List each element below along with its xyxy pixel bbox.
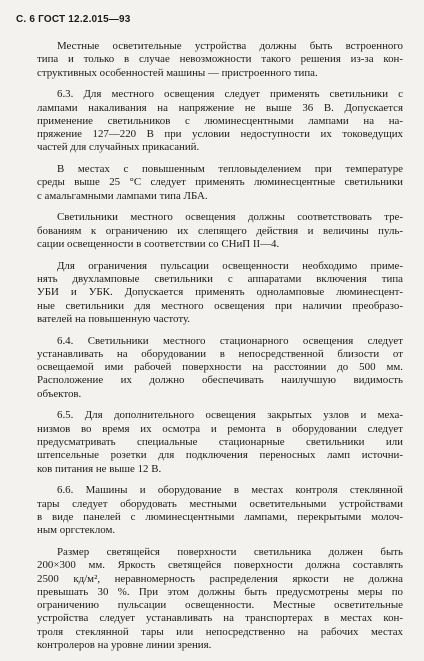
text-line: 2500 кд/м², неравномерность распределения яркости не должна xyxy=(37,572,403,585)
page-header xyxy=(16,14,131,25)
text-line: частей для случайных прикасаний. xyxy=(37,141,200,154)
text-line: тары следует оборудовать местными осветительными устройствами xyxy=(37,497,403,510)
paragraph xyxy=(37,484,403,537)
standard-designation: ГОСТ 12.2.015—93 xyxy=(38,14,131,25)
text-line: нять двухламповые светильники с аппаратами включения типа xyxy=(37,273,403,286)
text-line: Для ограничения пульсации освещенности необходимо приме- xyxy=(57,259,403,272)
document-body xyxy=(37,40,403,661)
text-line: штепсельные розетки для подключения переносных ламп источни- xyxy=(37,449,403,462)
text-line: объектов. xyxy=(37,387,82,400)
text-line: ков питания не выше 12 В. xyxy=(37,462,162,475)
text-line: 6.5. Для дополнительного освещения закрытых узлов и меха- xyxy=(57,409,403,422)
text-line: с амальгамными лампами типа ЛБА. xyxy=(37,189,208,202)
text-line: Расположение их должно обеспечивать наилучшую видимость xyxy=(37,374,403,387)
text-line: 6.3. Для местного освещения следует применять светильники с xyxy=(57,88,403,101)
text-line: низмов во время их осмотра и ремонта в оборудовании следует xyxy=(37,422,403,435)
text-line: УБИ и УБК. Допускается применять одноламповые люминесцент- xyxy=(37,286,403,299)
paragraph xyxy=(37,409,403,475)
text-line: 6.6. Машины и оборудование в местах контроля стеклянной xyxy=(57,484,403,497)
text-line: вателей на повышенную частоту. xyxy=(37,312,191,325)
text-line: в виде панелей с люминесцентными лампами, перекрытыми молоч- xyxy=(37,510,403,523)
text-line: ным оргстеклом. xyxy=(37,524,116,537)
text-line: контролеров на уровне линии зрения. xyxy=(37,639,212,651)
paragraph xyxy=(37,211,403,251)
paragraph xyxy=(37,335,403,401)
text-line: предусматривать специальные стационарные светильники или xyxy=(37,436,403,449)
paragraph xyxy=(37,260,403,326)
paragraph xyxy=(37,163,403,203)
text-line: устройства следует устанавливать на транспортерах в местах кон- xyxy=(37,612,403,625)
text-line: типа и только в случае невозможности такого решения из-за кон- xyxy=(37,53,403,66)
text-line: пряжение 127—220 В при условии недоступности их токоведущих xyxy=(37,128,403,141)
text-line: 6.4. Светильники местного стационарного освещения следует xyxy=(57,334,403,347)
text-line: превышать 30 %. При этом должны быть предусмотрены меры по xyxy=(37,585,403,598)
text-line: ные светильники для местного освещения при наличии преобразо- xyxy=(37,299,403,312)
text-line: бованиям к ограничению их слепящего действия и величины пуль- xyxy=(37,224,403,237)
text-line: устанавливать на оборудовании в непосредственной близости от xyxy=(37,347,403,360)
text-line: В местах с повышенным тепловыделением при температуре xyxy=(57,163,403,176)
paragraph xyxy=(37,88,403,154)
paragraph xyxy=(37,546,403,652)
text-line: 200×300 мм. Яркость светящейся поверхности должна составлять xyxy=(37,559,403,572)
text-line: Размер светящейся поверхности светильника должен быть xyxy=(57,545,403,558)
text-line: применение светильников с люминесцентными лампами на на- xyxy=(37,114,403,127)
text-line: освещаемой ими рабочей поверхности на расстоянии до 500 мм. xyxy=(37,361,403,374)
text-line: среды выше 25 °С следует применять люминесцентные светильники xyxy=(37,176,403,189)
page-number: С. 6 xyxy=(16,14,36,25)
text-line: сации освещенности в соответствии со СНиП II—4. xyxy=(37,238,280,251)
text-line: троля стеклянной тары или непосредственно на рабочих местах xyxy=(37,625,403,638)
text-line: лампами накаливания на напряжение не выше 36 В. Допускается xyxy=(37,101,403,114)
text-line: Местные осветительные устройства должны быть встроенного xyxy=(57,40,403,52)
text-line: Светильники местного освещения должны соответствовать тре- xyxy=(57,211,403,224)
text-line: структивных особенностей машины — пристроенного типа. xyxy=(37,66,318,79)
paragraph xyxy=(37,40,403,80)
text-line: ограничению пульсации освещенности. Местные осветительные xyxy=(37,599,403,612)
